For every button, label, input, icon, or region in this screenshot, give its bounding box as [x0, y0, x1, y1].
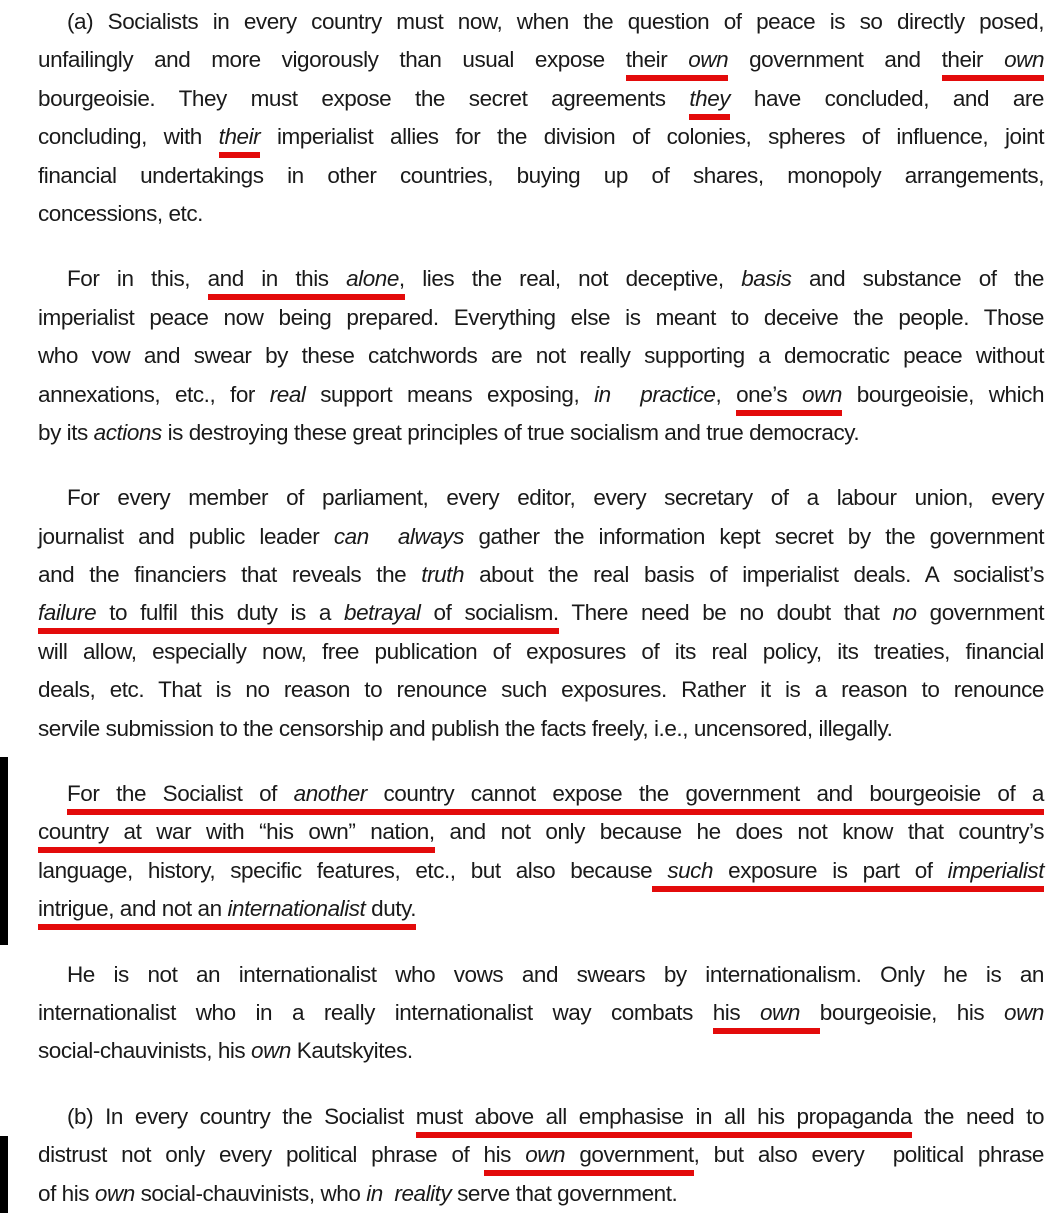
text-segment: bourgeoisie, his: [819, 999, 1005, 1025]
red-underlined-text: imperialist: [948, 858, 1044, 892]
red-underlined-text: exposure is part of: [713, 858, 948, 892]
paragraph: [38, 775, 1044, 929]
text-segment: own: [94, 1180, 135, 1206]
red-underlined-text: [652, 858, 667, 892]
text-line: [38, 299, 1044, 337]
red-underlined-text: government: [565, 1142, 694, 1176]
text-line: [38, 594, 1044, 632]
text-line: [38, 556, 1044, 594]
text-segment: government: [916, 600, 1044, 626]
red-underlined-text: one’s: [736, 382, 802, 416]
text-segment: have concluded, and are: [730, 85, 1044, 111]
text-segment: language, history, specific features, etc., but also because: [38, 857, 653, 883]
text-segment: bourgeoisie, which: [841, 381, 1045, 407]
text-line: [38, 710, 1044, 748]
text-segment: and substance of the: [791, 266, 1044, 292]
text-segment: about the real basis of imperialist deals. A socialist’s: [464, 562, 1044, 588]
text-segment: annexations, etc., for: [38, 381, 270, 407]
red-underlined-text: country cannot expose the government and bourgeoisie of a: [367, 781, 1044, 815]
text-segment: imperialist allies for the division of colonies, spheres of influence, joint: [260, 124, 1045, 150]
text-segment: no: [892, 600, 917, 626]
red-underlined-text: to fulfil this duty is a: [96, 600, 344, 634]
text-segment: He is not an internationalist who vows and swears by internationalism. Only he is an: [67, 961, 1044, 987]
text-segment: bourgeoisie. They must expose the secret agreements: [38, 85, 690, 111]
text-line: [38, 3, 1044, 41]
red-underlined-text: their: [942, 47, 1005, 81]
text-line: [38, 994, 1044, 1032]
text-segment: is destroying these great principles of true socialism and true democracy.: [161, 419, 860, 445]
text-segment: (a) Socialists in every country must now, when the question of peace is so directly posed,: [67, 9, 1044, 34]
red-underlined-text: own: [802, 382, 842, 416]
paragraph: [38, 1098, 1044, 1213]
red-underlined-text: such: [667, 858, 713, 892]
text-segment: own: [1004, 999, 1044, 1025]
red-underlined-text: of socialism.: [420, 600, 558, 634]
text-line: [38, 1136, 1044, 1174]
red-underlined-text: internationalist: [227, 896, 365, 930]
text-segment: real: [269, 381, 306, 407]
text-segment: truth: [421, 562, 465, 588]
text-line: [38, 1032, 1044, 1070]
text-segment: ,: [715, 381, 737, 407]
text-segment: by its: [38, 419, 94, 445]
text-segment: can always: [333, 523, 464, 549]
text-segment: lies the real, not deceptive,: [404, 266, 742, 292]
paragraph: [38, 479, 1044, 748]
text-line: [38, 260, 1044, 298]
text-segment: in reality: [366, 1180, 452, 1206]
red-underlined-text: intrigue, and not an: [38, 896, 227, 930]
red-underlined-text: own: [1004, 47, 1044, 81]
text-segment: support means exposing,: [305, 381, 595, 407]
text-line: [38, 852, 1044, 890]
text-segment: and the financiers that reveals the: [38, 562, 422, 588]
text-segment: and not only because he does not know that country’s: [434, 819, 1044, 845]
red-underlined-text: and in this: [208, 266, 347, 300]
red-underlined-text: his: [484, 1142, 526, 1176]
text-segment: government and: [728, 47, 942, 73]
text-line: [38, 195, 1044, 233]
text-line: [38, 414, 1044, 452]
text-segment: own: [251, 1038, 291, 1064]
text-segment: social-chauvinists, his: [38, 1038, 252, 1064]
red-underlined-text: failure: [38, 600, 96, 634]
text-line: [38, 775, 1044, 813]
text-segment: will allow, especially now, free publication of exposures of its real policy, its treaties, financial: [38, 638, 1044, 664]
text-segment: servile submission to the censorship and publish the facts freely, i.e., uncensored, illegally.: [38, 715, 893, 741]
text-line: [38, 118, 1044, 156]
text-segment: of his: [38, 1180, 95, 1206]
paragraph: [38, 956, 1044, 1071]
red-underlined-text: alone: [346, 266, 399, 300]
text-line: [38, 157, 1044, 195]
text-segment: gather the information kept secret by the government: [463, 523, 1044, 549]
text-segment: Kautskyites.: [290, 1038, 413, 1064]
red-underlined-text: country at war with “his own” nation,: [38, 819, 435, 853]
text-segment: financial undertakings in other countries, buying up of shares, monopoly arrangements,: [38, 162, 1044, 188]
text-segment: serve that government.: [451, 1180, 678, 1206]
text-segment: social-chauvinists, who: [134, 1180, 367, 1206]
text-line: [38, 813, 1044, 851]
red-underlined-text: [800, 1000, 820, 1034]
text-segment: concluding, with: [38, 124, 219, 150]
text-segment: the need to: [912, 1103, 1045, 1129]
red-underlined-text: duty.: [365, 896, 416, 930]
red-underlined-text: For the Socialist of: [67, 781, 294, 815]
red-underlined-text: they: [689, 86, 730, 120]
paragraph: [38, 3, 1044, 233]
red-underlined-text: own: [688, 47, 728, 81]
paragraph: [38, 260, 1044, 452]
text-segment: in practice: [594, 381, 716, 407]
red-underlined-text: own: [525, 1142, 565, 1176]
text-line: [38, 518, 1044, 556]
text-segment: concessions, etc.: [38, 200, 203, 226]
text-line: [38, 1175, 1044, 1213]
text-line: [38, 671, 1044, 709]
text-segment: deals, etc. That is no reason to renounce such exposures. Rather it is a reason to renounce: [38, 677, 1044, 703]
red-underlined-text: betrayal: [344, 600, 420, 634]
text-segment: journalist and public leader: [38, 523, 334, 549]
red-underlined-text: own: [760, 1000, 800, 1034]
text-line: [38, 41, 1044, 79]
text-segment: unfailingly and more vigorously than usual expose: [38, 47, 626, 73]
text-line: [38, 376, 1044, 414]
text-line: [38, 80, 1044, 118]
margin-bar: [0, 1136, 8, 1213]
text-line: [38, 337, 1044, 375]
red-underlined-text: their: [626, 47, 689, 81]
red-underlined-text: another: [294, 781, 367, 815]
text-segment: who vow and swear by these catchwords are not really supporting a democratic peace without: [38, 343, 1044, 369]
text-segment: For in this,: [67, 266, 208, 292]
text-segment: imperialist peace now being prepared. Everything else is meant to deceive the people. Those: [38, 304, 1044, 330]
text-segment: There need be no doubt that: [558, 600, 893, 626]
text-line: [38, 890, 1044, 928]
text-segment: distrust not only every political phrase of: [38, 1142, 484, 1168]
text-segment: For every member of parliament, every editor, every secretary of a labour union, every: [67, 485, 1044, 511]
text-line: [38, 479, 1044, 517]
red-underlined-text: his: [713, 1000, 760, 1034]
text-segment: basis: [741, 266, 792, 292]
text-segment: internationalist who in a really internationalist way combats: [38, 999, 713, 1025]
text-segment: actions: [93, 419, 162, 445]
text-segment: (b) In every country the Socialist: [67, 1103, 416, 1129]
text-segment: , but also every political phrase: [693, 1142, 1044, 1168]
text-line: [38, 633, 1044, 671]
margin-bar: [0, 757, 8, 945]
red-underlined-text: must above all emphasise in all his propaganda: [416, 1104, 912, 1138]
text-line: [38, 1098, 1044, 1136]
red-underlined-text: ,: [399, 266, 405, 300]
text-line: [38, 956, 1044, 994]
red-underlined-text: their: [219, 124, 261, 158]
